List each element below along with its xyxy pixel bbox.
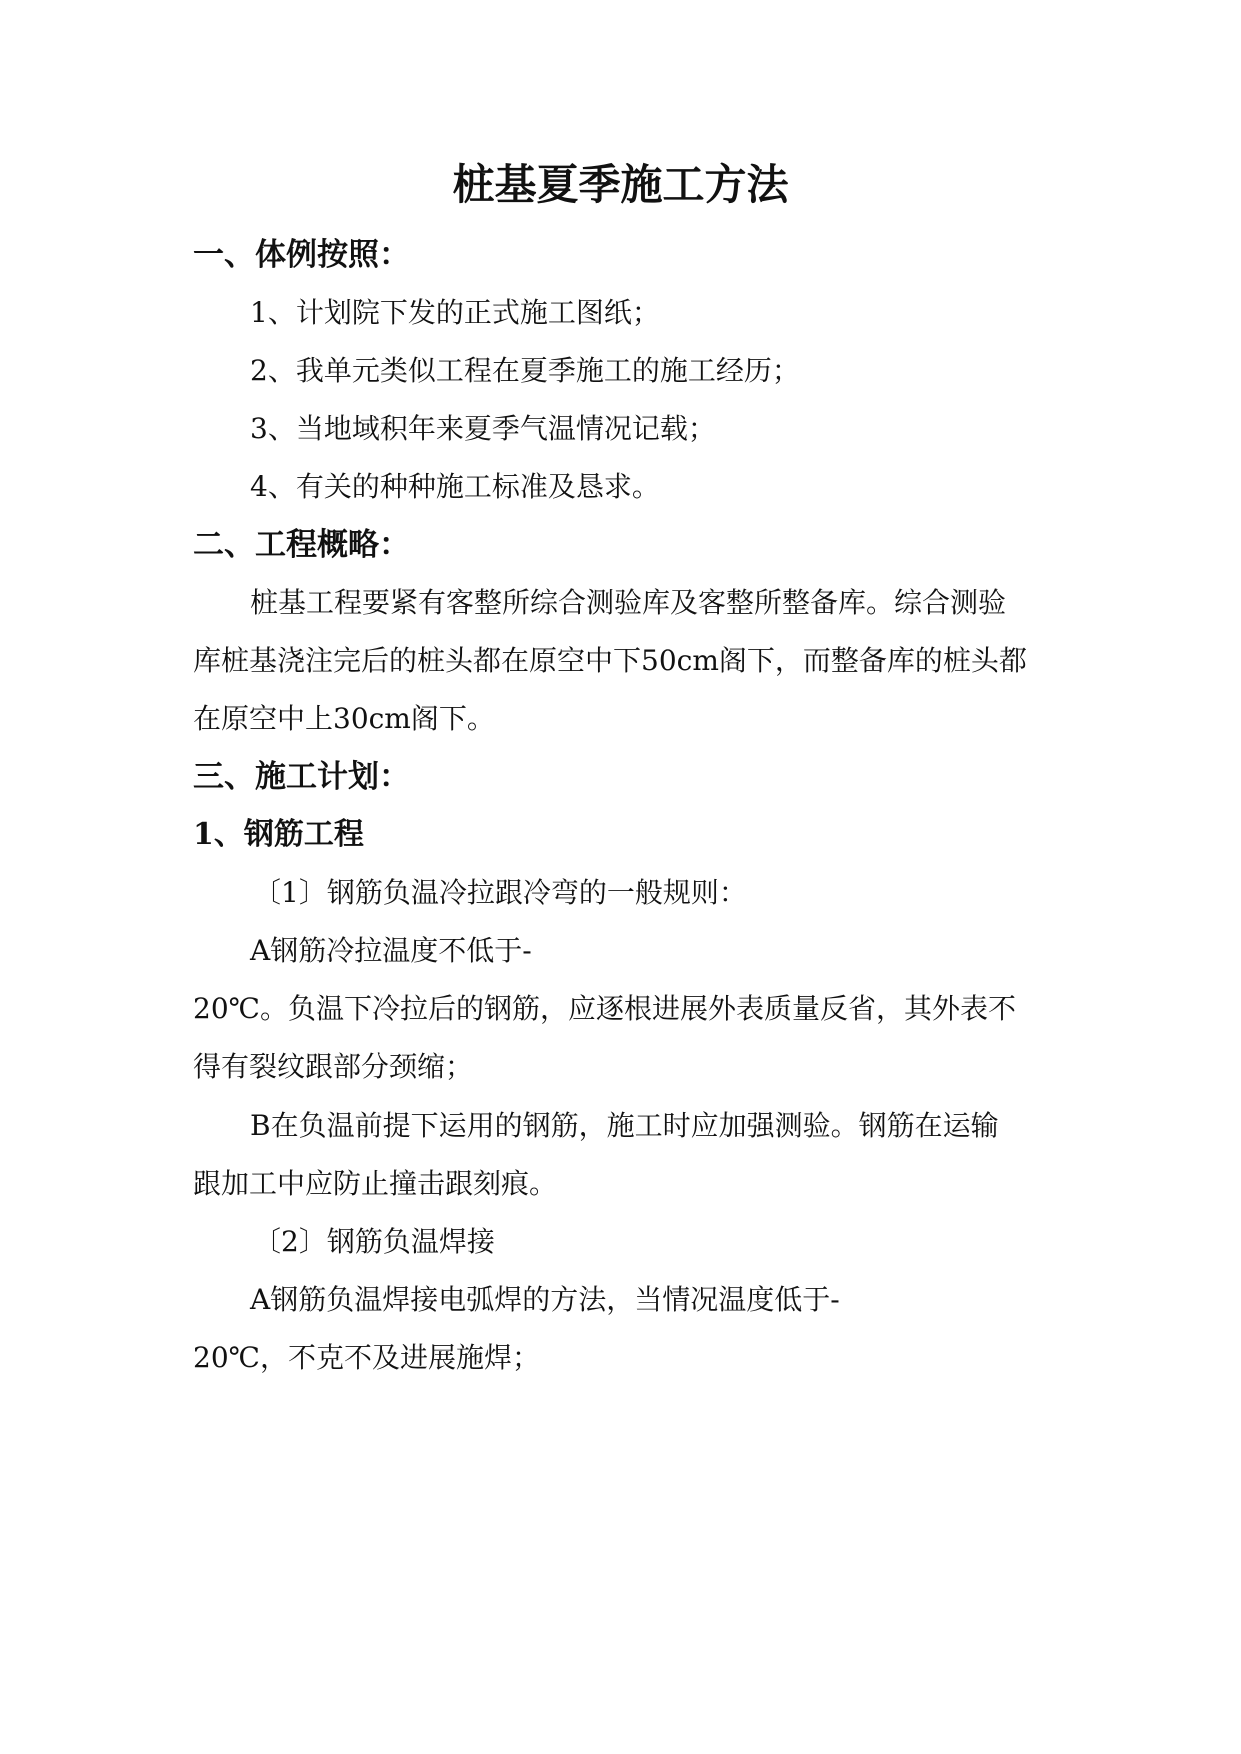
basis-item-3: 3、当地域积年来夏季气温情况记载； <box>250 412 716 445</box>
rebar-paragraph-a-line-3: 得有裂纹跟部分颈缩； <box>193 1050 474 1083</box>
rebar-paragraph-a-line-1: A钢筋冷拉温度不低于- <box>250 934 532 967</box>
rebar-paragraph-a-line-2: 20℃。负温下冷拉后的钢筋，应逐根进展外表质量反省，其外表不 <box>193 992 1016 1025</box>
basis-item-2: 2、我单元类似工程在夏季施工的施工经历； <box>250 354 800 387</box>
overview-line-2: 库桩基浇注完后的桩头都在原空中下50cm阁下，而整备库的桩头都 <box>193 644 1027 677</box>
overview-line-1: 桩基工程要紧有客整所综合测验库及客整所整备库。综合测验 <box>250 586 1007 619</box>
rebar-paragraph-b-line-1: B在负温前提下运用的钢筋，施工时应加强测验。钢筋在运输 <box>250 1109 999 1142</box>
welding-paragraph-line-1: A钢筋负温焊接电弧焊的方法，当情况温度低于- <box>250 1283 840 1316</box>
rebar-welding-title: 〔2〕钢筋负温焊接 <box>253 1225 495 1258</box>
welding-paragraph-line-2: 20℃，不克不及进展施焊； <box>193 1341 540 1374</box>
section-heading-basis: 一、体例按照： <box>193 237 410 273</box>
overview-line-3: 在原空中上30cm阁下。 <box>193 702 495 735</box>
basis-item-4: 4、有关的种种施工标准及恳求。 <box>250 470 660 503</box>
section-heading-overview: 二、工程概略： <box>193 527 410 563</box>
basis-item-1: 1、计划院下发的正式施工图纸； <box>250 296 660 329</box>
subsection-heading-rebar: 1、钢筋工程 <box>193 817 364 852</box>
document-title: 桩基夏季施工方法 <box>452 160 789 209</box>
rebar-paragraph-b-line-2: 跟加工中应防止撞击跟刻痕。 <box>193 1167 558 1200</box>
rebar-cold-drawing-title: 〔1〕钢筋负温冷拉跟冷弯的一般规则： <box>253 876 747 909</box>
section-heading-plan: 三、施工计划： <box>193 759 410 795</box>
